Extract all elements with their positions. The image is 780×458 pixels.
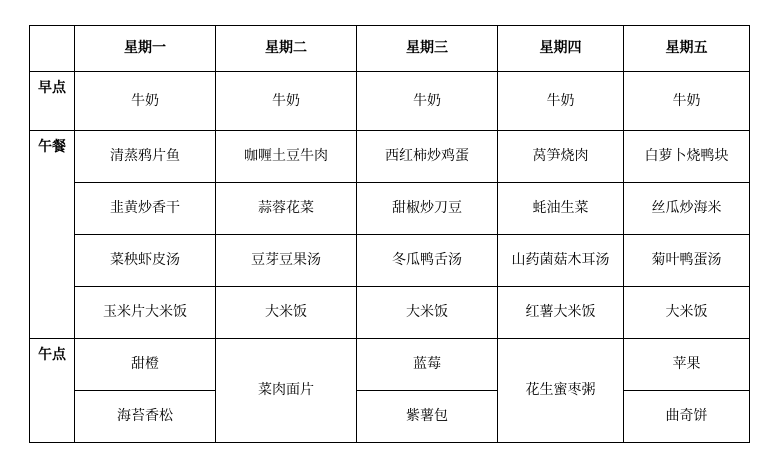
- lunch-dish-friday: 丝瓜炒海米: [624, 183, 750, 235]
- breakfast-wednesday: 牛奶: [357, 72, 498, 131]
- snack-thursday: 花生蜜枣粥: [498, 339, 624, 443]
- snack-wednesday-1: 蓝莓: [357, 339, 498, 391]
- snack-wednesday-2: 紫薯包: [357, 391, 498, 443]
- breakfast-row: [30, 72, 750, 131]
- lunch-dish-thursday: 蚝油生菜: [498, 183, 624, 235]
- lunch-row: [30, 235, 750, 287]
- snack-friday-2: 曲奇饼: [624, 391, 750, 443]
- breakfast-monday: 牛奶: [75, 72, 216, 131]
- header-wednesday: 星期三: [357, 26, 498, 72]
- header-tuesday: 星期二: [216, 26, 357, 72]
- lunch-row: [30, 131, 750, 183]
- snack-label: 午点: [30, 339, 75, 443]
- lunch-dish-tuesday: 蒜蓉花菜: [216, 183, 357, 235]
- header-row: [30, 26, 750, 72]
- lunch-dish-monday: 韭黄炒香干: [75, 183, 216, 235]
- breakfast-tuesday: 牛奶: [216, 72, 357, 131]
- lunch-dish-tuesday: 咖喱土豆牛肉: [216, 131, 357, 183]
- breakfast-thursday: 牛奶: [498, 72, 624, 131]
- lunch-soup-thursday: 山药菌菇木耳汤: [498, 235, 624, 287]
- weekly-menu-table: [29, 25, 750, 443]
- lunch-staple-thursday: 红薯大米饭: [498, 287, 624, 339]
- lunch-row: [30, 183, 750, 235]
- lunch-dish-monday: 清蒸鸦片鱼: [75, 131, 216, 183]
- lunch-staple-monday: 玉米片大米饭: [75, 287, 216, 339]
- header-thursday: 星期四: [498, 26, 624, 72]
- snack-row: [30, 339, 750, 391]
- lunch-row: [30, 287, 750, 339]
- snack-monday-2: 海苔香松: [75, 391, 216, 443]
- snack-row: [30, 391, 750, 443]
- lunch-soup-friday: 菊叶鸭蛋汤: [624, 235, 750, 287]
- breakfast-label: 早点: [30, 72, 75, 131]
- lunch-staple-tuesday: 大米饭: [216, 287, 357, 339]
- lunch-staple-wednesday: 大米饭: [357, 287, 498, 339]
- snack-tuesday: 菜肉面片: [216, 339, 357, 443]
- header-monday: 星期一: [75, 26, 216, 72]
- lunch-dish-wednesday: 西红柿炒鸡蛋: [357, 131, 498, 183]
- corner-cell: [30, 26, 75, 72]
- snack-monday-1: 甜橙: [75, 339, 216, 391]
- header-friday: 星期五: [624, 26, 750, 72]
- lunch-soup-tuesday: 豆芽豆果汤: [216, 235, 357, 287]
- lunch-soup-wednesday: 冬瓜鸭舌汤: [357, 235, 498, 287]
- lunch-dish-thursday: 莴笋烧肉: [498, 131, 624, 183]
- lunch-staple-friday: 大米饭: [624, 287, 750, 339]
- snack-friday-1: 苹果: [624, 339, 750, 391]
- lunch-dish-wednesday: 甜椒炒刀豆: [357, 183, 498, 235]
- lunch-dish-friday: 白萝卜烧鸭块: [624, 131, 750, 183]
- lunch-label: 午餐: [30, 131, 75, 339]
- breakfast-friday: 牛奶: [624, 72, 750, 131]
- lunch-soup-monday: 菜秧虾皮汤: [75, 235, 216, 287]
